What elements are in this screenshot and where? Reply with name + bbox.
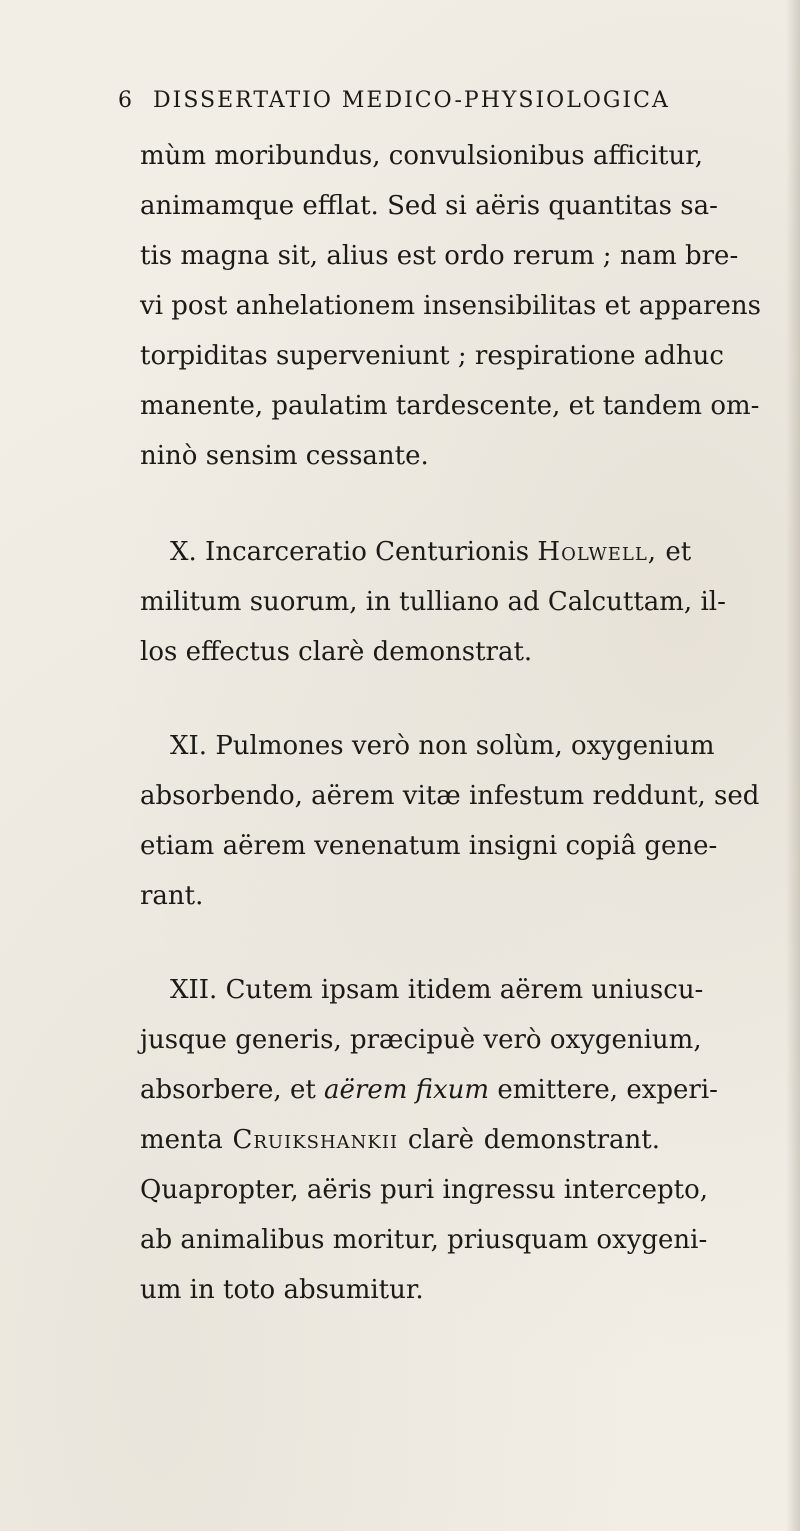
text-line: los effectus clarè demonstrat.	[140, 637, 533, 667]
text-span: clarè demonstrant.	[407, 1125, 660, 1155]
text-line: ab animalibus moritur, priusquam oxygeni-	[140, 1225, 708, 1255]
text-line: Quapropter, aëris puri ingressu intercepto,	[140, 1175, 709, 1205]
section-number: X.	[170, 537, 197, 567]
text-line: militum suorum, in tulliano ad Calcuttam, il-	[140, 587, 726, 617]
text-line: absorbendo, aërem vitæ infestum reddunt, sed	[140, 781, 760, 811]
text-line: ninò sensim cessante.	[140, 441, 429, 471]
text-line: mùm moribundus, convulsionibus afficitur,	[140, 141, 704, 171]
text-line: animamque efflat. Sed si aëris quantitas sa-	[140, 191, 718, 221]
proper-name: Holwell,	[537, 537, 658, 567]
page-number: 6	[118, 88, 133, 113]
text-line: jusque generis, præcipuè verò oxygenium,	[140, 1025, 702, 1055]
section-number: XII.	[170, 975, 218, 1005]
section-x-first-line	[170, 532, 692, 572]
text-span: absorbere, et	[140, 1075, 316, 1105]
text-line-mixed	[140, 1070, 718, 1110]
section-number: XI.	[170, 731, 208, 761]
text-line-mixed	[140, 1120, 660, 1160]
text-line: torpiditas superveniunt ; respiratione adhuc	[140, 341, 724, 371]
text-line: um in toto absumitur.	[140, 1275, 424, 1305]
text-span: Cutem ipsam itidem aërem uniuscu-	[225, 975, 704, 1005]
text-line: etiam aërem venenatum insigni copiâ gene-	[140, 831, 718, 861]
text-line: manente, paulatim tardescente, et tandem om-	[140, 391, 760, 421]
italic-term: aërem fixum	[324, 1075, 490, 1105]
text-line: rant.	[140, 881, 204, 911]
running-header	[118, 88, 678, 113]
text-span: et	[665, 537, 692, 567]
page-edge-shadow	[786, 0, 800, 1531]
text-span: menta	[140, 1125, 223, 1155]
text-line: tis magna sit, alius est ordo rerum ; nam bre-	[140, 241, 739, 271]
section-xi-first-line	[170, 726, 715, 766]
text-span: Incarceratio Centurionis	[205, 537, 530, 567]
text-span: emittere, experi-	[497, 1075, 718, 1105]
text-span: Pulmones verò non solùm, oxygenium	[215, 731, 715, 761]
proper-name: Cruikshankii	[232, 1125, 399, 1155]
text-line: vi post anhelationem insensibilitas et apparens	[140, 291, 761, 321]
section-xii-first-line	[170, 970, 704, 1010]
running-title: DISSERTATIO MEDICO-PHYSIOLOGICA	[153, 88, 670, 113]
